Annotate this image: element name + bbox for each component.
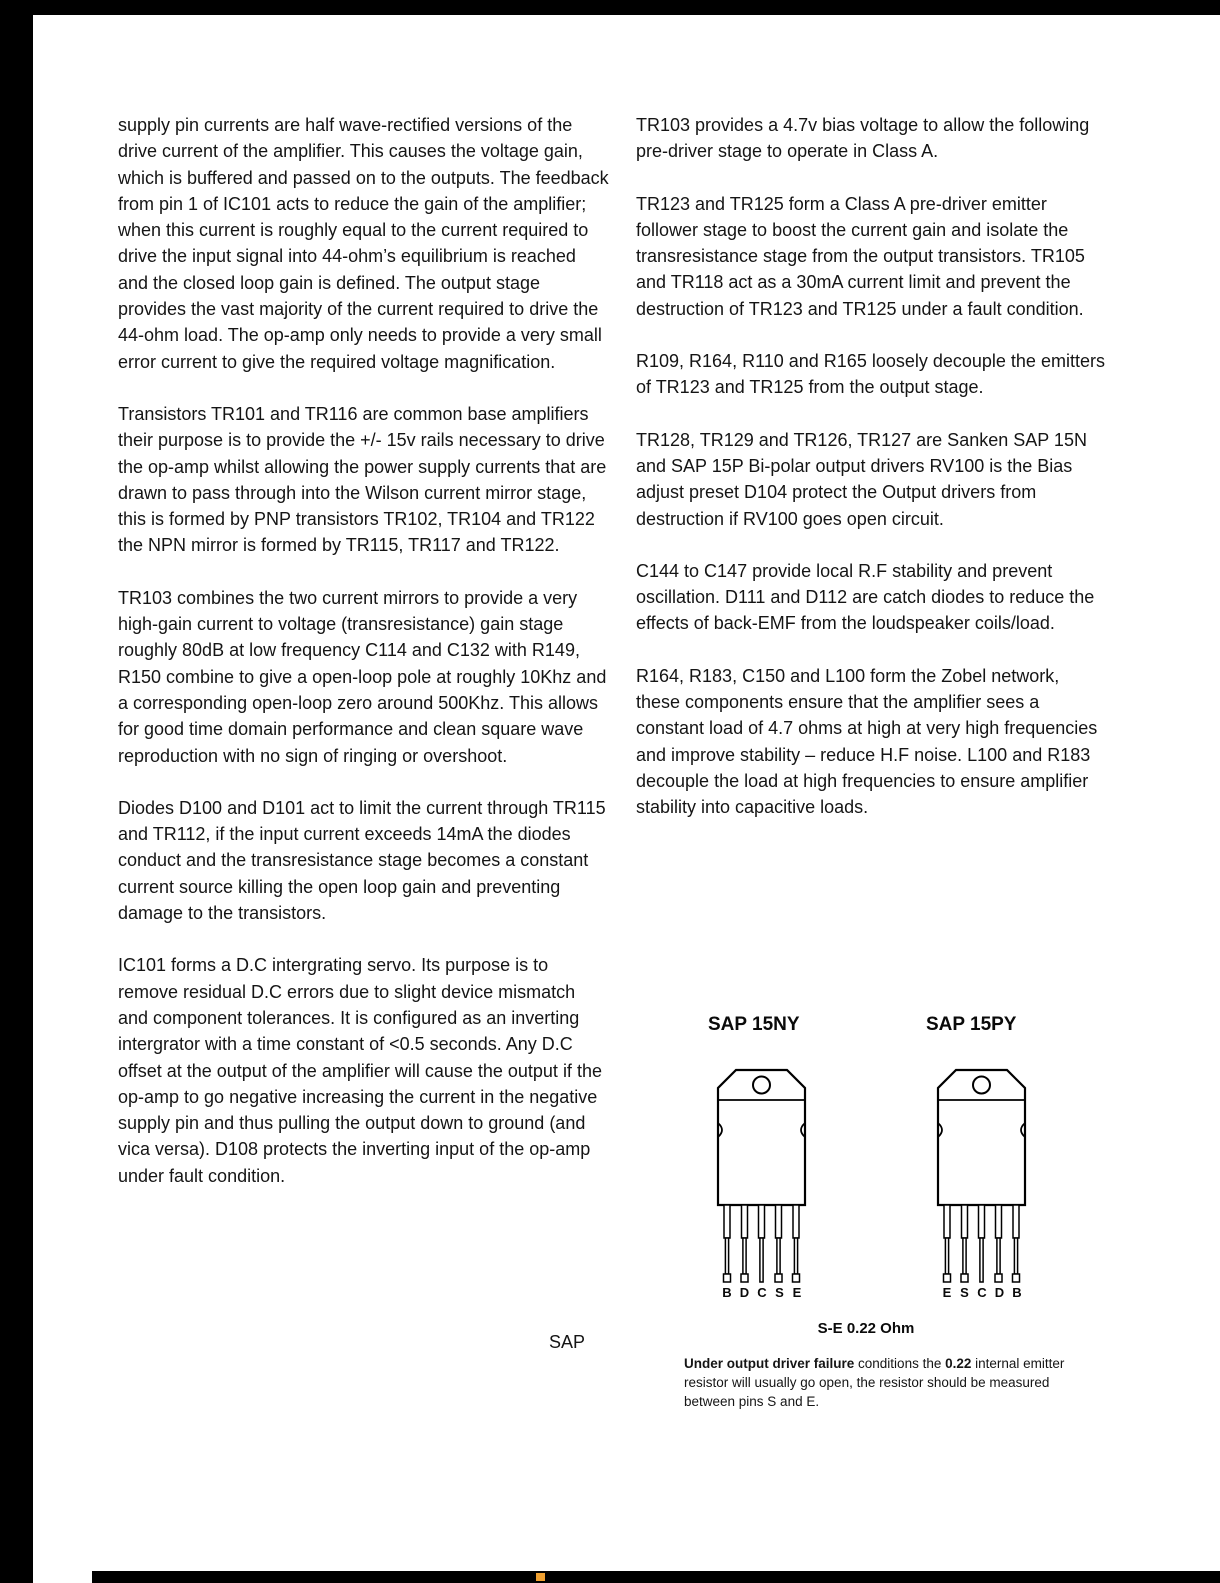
pin-label: E — [792, 1285, 802, 1300]
pin-labels-right — [940, 1285, 1024, 1300]
paragraph: TR123 and TR125 form a Class A pre-driver emitter follower stage to boost the current gain and isolate the transresistance stage from the output transistors. TR105 and TR118 act as a 30mA current limit and prevent the destruction of TR123 and TR125 under a fault condition. — [636, 193, 1085, 319]
resistor-label: S-E 0.22 Ohm — [817, 1320, 915, 1337]
transistor-package-diagram-right — [928, 1068, 1038, 1293]
paragraph: C144 to C147 provide local R.F stability and prevent oscillation. D111 and D112 are catch diodes to reduce the effects of back-EMF from the loudspeaker coils/load. — [636, 560, 1095, 634]
paragraph: R109, R164, R110 and R165 loosely decouple the emitters of TR123 and TR125 from the output stage. — [636, 351, 1105, 398]
scan-border-bottom — [92, 1571, 1220, 1583]
caption-text: internal emitter resistor will usually go open, the resistor should be measured between pins S and E. — [684, 1356, 1065, 1409]
paragraph: R164, R183, C150 and L100 form the Zobel network, these components ensure that the amplifier sees a constant load of 4.7 ohms at high at very high frequencies and improve stability – reduce H.F noise. L100 and R183 decouple the load at high frequencies to ensure amplifier stability into capacitive loads. — [636, 665, 1098, 818]
paragraph: TR103 provides a 4.7v bias voltage to allow the following pre-driver stage to operate in Class A. — [636, 115, 1090, 162]
paragraph: TR128, TR129 and TR126, TR127 are Sanken SAP 15N and SAP 15P Bi-polar output drivers RV100 is the Bias adjust preset D104 protect the Output drivers from destruction if RV100 goes open circuit. — [636, 429, 1087, 529]
paragraph: supply pin currents are half wave-rectified versions of the drive current of the amplifier. This causes the voltage gain, which is buffered and passed on to the outputs. The feedback from pin 1 of IC101 acts to reduce the gain of the amplifier; when this current is roughly equal to the current required to drive the input signal into 44-ohm’s equilibrium is reached and the closed loop gain is defined. The output stage provides the vast majority of the current required to drive the 44-ohm load. The op-amp only needs to provide a very small error current to give the required voltage magnification. — [118, 115, 609, 372]
paragraph: IC101 forms a D.C intergrating servo. Its purpose is to remove residual D.C errors due to slight device mismatch and component tolerances. It is configured as an inverting intergrator with a time constant of <0.5 seconds. Any D.C offset at the output of the amplifier will cause the output if the op-amp to go negative increasing the current in the negative supply pin and thus pulling the output down to ground (and vica versa). D108 protects the inverting input of the op-amp under fault condition. — [118, 955, 602, 1186]
figure-title-left: SAP 15NY — [708, 1014, 800, 1035]
paragraph: Transistors TR101 and TR116 are common base amplifiers their purpose is to provide the +/- 15v rails necessary to drive the op-amp whilst allowing the power supply currents that are drawn to pass through into the Wilson current mirror stage, this is formed by PNP transistors TR102, TR104 and TR122 the NPN mirror is formed by TR115, TR117 and TR122. — [118, 403, 607, 556]
pin-label: S — [960, 1285, 969, 1300]
pin-label: S — [775, 1285, 784, 1300]
pin-label: E — [942, 1285, 952, 1300]
pin-label: B — [1012, 1285, 1022, 1300]
paragraph: TR103 combines the two current mirrors to provide a very high-gain current to voltage (transresistance) gain stage roughly 80dB at low frequency C114 and C132 with R149, R150 combine to give a open-loop pole at roughly 10Khz and a corresponding open-loop zero around 500Khz. This allows for good time domain performance and clean square wave reproduction with no sign of ringing or overshoot. — [118, 587, 607, 766]
pin-label: C — [757, 1285, 767, 1300]
pin-label: D — [739, 1285, 750, 1300]
pin-label: B — [722, 1285, 732, 1300]
caption-bold: 0.22 — [945, 1356, 972, 1371]
paragraph: Diodes D100 and D101 act to limit the current through TR115 and TR112, if the input current exceeds 14mA the diodes conduct and the transresistance stage becomes a constant current source killing the open loop gain and preventing damage to the transistors. — [118, 797, 606, 924]
left-text-column — [118, 112, 610, 1215]
pin-labels-left — [720, 1285, 804, 1300]
scan-border-top — [0, 0, 1220, 15]
transistor-package-diagram-left — [708, 1068, 818, 1293]
scan-artifact-dot — [536, 1573, 545, 1581]
transistor-package-figure — [636, 1010, 1116, 1430]
figure-caption — [684, 1354, 1078, 1411]
scan-border-left — [0, 0, 33, 1583]
figure-title-right: SAP 15PY — [926, 1014, 1017, 1035]
pin-label: D — [994, 1285, 1005, 1300]
stray-overlap-text: SAP — [549, 1332, 586, 1352]
pin-label: C — [977, 1285, 987, 1300]
caption-bold: Under output driver failure — [684, 1356, 855, 1371]
right-text-column — [636, 112, 1106, 847]
caption-text: conditions the — [854, 1356, 946, 1371]
